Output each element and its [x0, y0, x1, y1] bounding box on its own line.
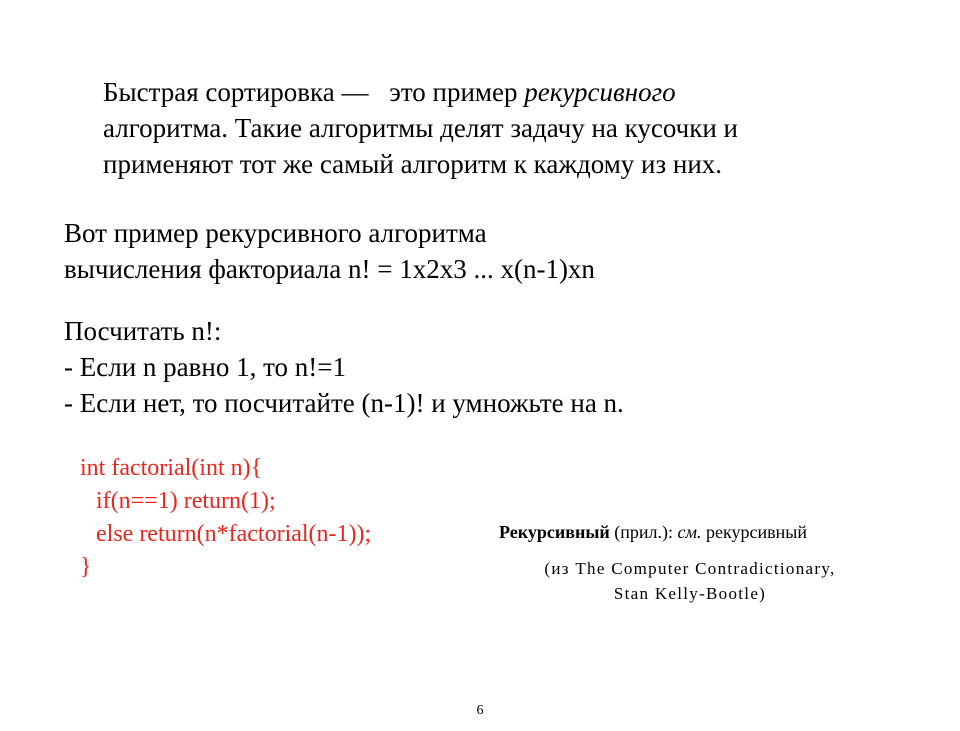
algorithm-steps: [64, 313, 624, 421]
definition-term: Рекурсивный: [499, 522, 610, 542]
code-line: }: [80, 554, 92, 580]
code-line: else return(n*factorial(n-1));: [96, 521, 372, 547]
intro-paragraph: [103, 74, 738, 182]
example-line-1: Вот пример рекурсивного алгоритма: [64, 218, 487, 248]
code-snippet: [80, 452, 371, 584]
code-line: int factorial(int n){: [80, 455, 263, 481]
intro-line-1-start: Быстрая сортировка —: [103, 77, 369, 107]
step-item: - Если нет, то посчитайте (n-1)! и умножьте на n.: [64, 388, 624, 418]
definition-pos: (прил.):: [614, 522, 674, 542]
intro-line-2: алгоритма. Такие алгоритмы делят задачу на кусочки и: [103, 113, 738, 143]
source-line-1: (из The Computer Contradictionary,: [544, 559, 836, 578]
definition-quote: [499, 521, 807, 543]
factorial-example: [64, 215, 595, 287]
steps-heading: Посчитать n!:: [64, 316, 222, 346]
intro-line-1-middle: это пример: [389, 77, 518, 107]
page-number: 6: [476, 703, 484, 718]
definition-see: см.: [677, 522, 702, 542]
step-item: - Если n равно 1, то n!=1: [64, 352, 346, 382]
intro-line-3: применяют тот же самый алгоритм к каждому из них.: [103, 149, 723, 179]
intro-line-1: [103, 74, 738, 110]
definition-target: рекурсивный: [706, 522, 807, 542]
quote-source: [500, 556, 880, 606]
example-line-2: вычисления факториала n! = 1x2x3 ... x(n-1)xn: [64, 254, 595, 284]
source-line-2: Stan Kelly-Bootle): [613, 584, 767, 603]
code-line: if(n==1) return(1);: [96, 488, 276, 514]
intro-line-1-italic: рекурсивного: [524, 77, 676, 107]
